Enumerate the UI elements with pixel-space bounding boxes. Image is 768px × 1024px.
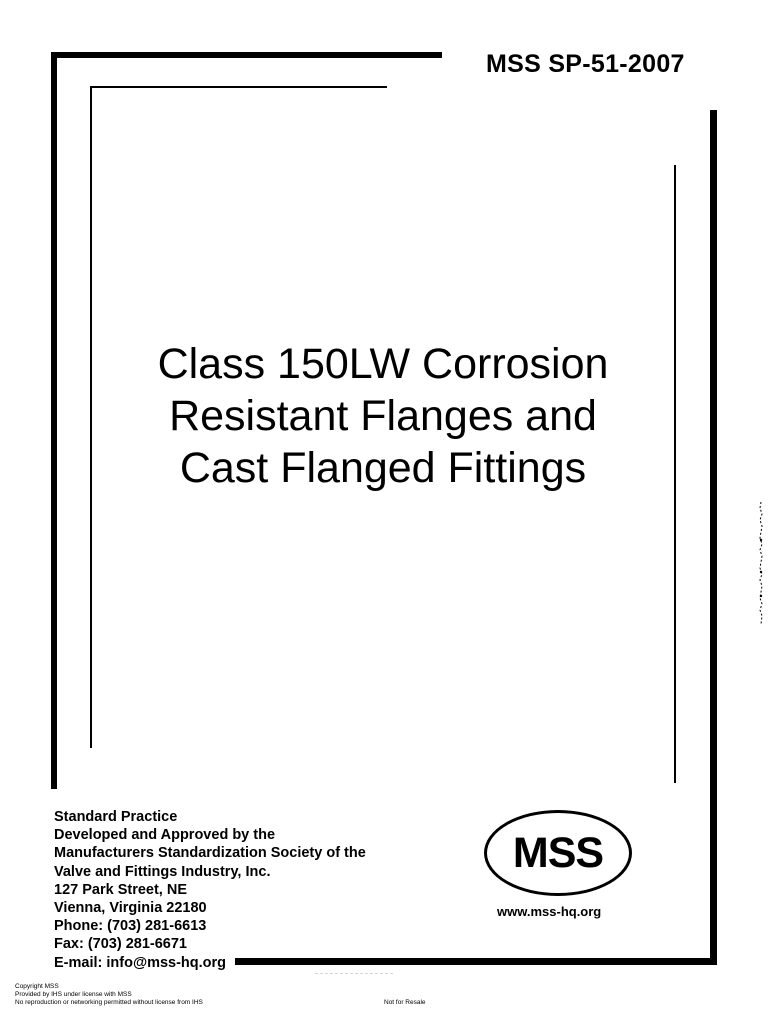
document-code: MSS SP-51-2007 xyxy=(486,50,685,78)
publisher-line: E-mail: info@mss-hq.org xyxy=(54,954,227,971)
footer-line: Copyright MSS xyxy=(15,983,59,990)
title-line: Resistant Flanges and xyxy=(169,392,597,440)
publisher-line: Phone: (703) 281-6613 xyxy=(54,918,207,935)
mss-logo-text: MSS xyxy=(512,828,604,877)
footer-line: Provided by IHS under license with MSS xyxy=(15,991,132,998)
not-for-resale-label: Not for Resale xyxy=(384,999,426,1006)
title-line: Cast Flanged Fittings xyxy=(179,444,587,492)
publisher-line: Standard Practice xyxy=(54,809,178,825)
publisher-line: Developed and Approved by the xyxy=(54,827,276,844)
document-title xyxy=(92,338,674,494)
scan-mark xyxy=(756,500,766,628)
publisher-line: 127 Park Street, NE xyxy=(54,881,187,898)
frame-outer-left-bar xyxy=(51,52,57,789)
publisher-info xyxy=(54,808,366,972)
publisher-line: Valve and Fittings Industry, Inc. xyxy=(54,863,271,880)
publisher-line: Vienna, Virginia 22180 xyxy=(54,900,207,917)
frame-outer-top-bar xyxy=(51,52,442,58)
mss-logo xyxy=(484,810,632,896)
title-line: Class 150LW Corrosion xyxy=(157,340,609,388)
faint-scan-mark xyxy=(315,972,393,975)
footer-line: No reproduction or networking permitted without license from IHS xyxy=(15,999,203,1006)
frame-inner-top-line xyxy=(90,86,387,88)
frame-inner-right-line xyxy=(674,165,676,783)
website-link[interactable]: www.mss-hq.org xyxy=(497,904,602,919)
frame-outer-right-bar xyxy=(710,110,717,964)
copyright-footer xyxy=(15,983,203,1007)
publisher-line: Manufacturers Standardization Society of the xyxy=(54,845,366,862)
publisher-line: Fax: (703) 281-6671 xyxy=(54,936,187,953)
